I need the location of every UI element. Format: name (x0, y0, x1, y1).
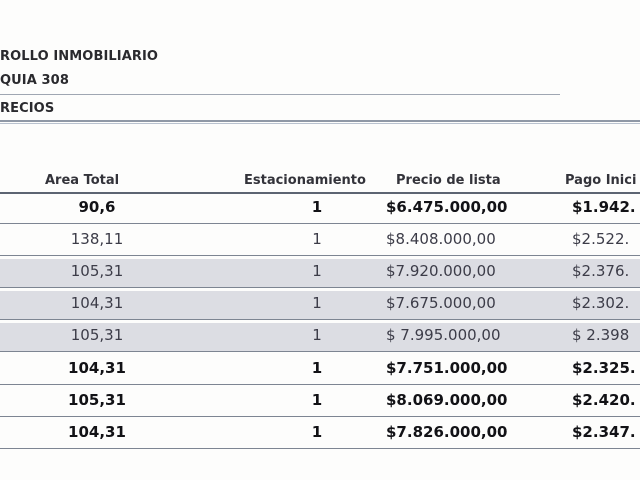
cell-precio: $ 7.995.000,00 (386, 326, 501, 344)
cell-estacionamiento: 1 (312, 230, 322, 248)
cell-precio: $7.920.000,00 (386, 262, 496, 280)
cell-estacionamiento: 1 (312, 326, 322, 344)
cell-pago: $2.522. (572, 230, 630, 248)
cell-precio: $8.069.000,00 (386, 391, 508, 409)
cell-area: 104,31 (70, 294, 124, 312)
cell-estacionamiento: 1 (311, 198, 323, 216)
cell-pago: $2.347. (572, 423, 636, 441)
header-rule-double-bottom (0, 123, 640, 124)
table-row (0, 356, 640, 385)
cell-precio: $8.408.000,00 (386, 230, 496, 248)
table-row (0, 291, 640, 320)
column-header-area: Area Total (45, 173, 120, 188)
cell-precio: $7.675.000,00 (386, 294, 496, 312)
cell-area: 104,31 (68, 359, 126, 377)
table-row (0, 227, 640, 256)
project-title: ROLLO INMOBILIARIO (0, 49, 159, 64)
cell-precio: $7.826.000,00 (386, 423, 508, 441)
cell-pago: $2.376. (572, 262, 630, 280)
cell-area: 105,31 (70, 262, 124, 280)
cell-pago: $1.942. (572, 198, 636, 216)
cell-area: 104,31 (68, 423, 126, 441)
cell-estacionamiento: 1 (312, 294, 322, 312)
cell-precio: $7.751.000,00 (386, 359, 508, 377)
cell-area: 105,31 (68, 391, 126, 409)
cell-area: 90,6 (78, 198, 116, 216)
table-row (0, 259, 640, 288)
header-rule-double-top (0, 120, 640, 122)
cell-pago: $ 2.398 (572, 326, 630, 344)
column-header-rule (0, 192, 640, 194)
cell-pago: $2.302. (572, 294, 630, 312)
cell-area: 138,11 (70, 230, 124, 248)
cell-pago: $2.325. (572, 359, 636, 377)
cell-pago: $2.420. (572, 391, 636, 409)
cell-estacionamiento: 1 (312, 262, 322, 280)
cell-area: 105,31 (70, 326, 124, 344)
column-header-precio: Precio de lista (396, 173, 501, 188)
header-rule (0, 94, 560, 95)
cell-estacionamiento: 1 (311, 359, 323, 377)
column-header-estacionamiento: Estacionamiento (244, 173, 366, 188)
document-subtitle: RECIOS (0, 101, 55, 116)
table-row (0, 323, 640, 352)
cell-estacionamiento: 1 (311, 423, 323, 441)
cell-estacionamiento: 1 (311, 391, 323, 409)
column-header-pago: Pago Inici (565, 173, 637, 188)
project-address: QUIA 308 (0, 73, 69, 88)
table-row (0, 195, 640, 224)
cell-precio: $6.475.000,00 (386, 198, 508, 216)
table-row (0, 420, 640, 449)
table-row (0, 388, 640, 417)
